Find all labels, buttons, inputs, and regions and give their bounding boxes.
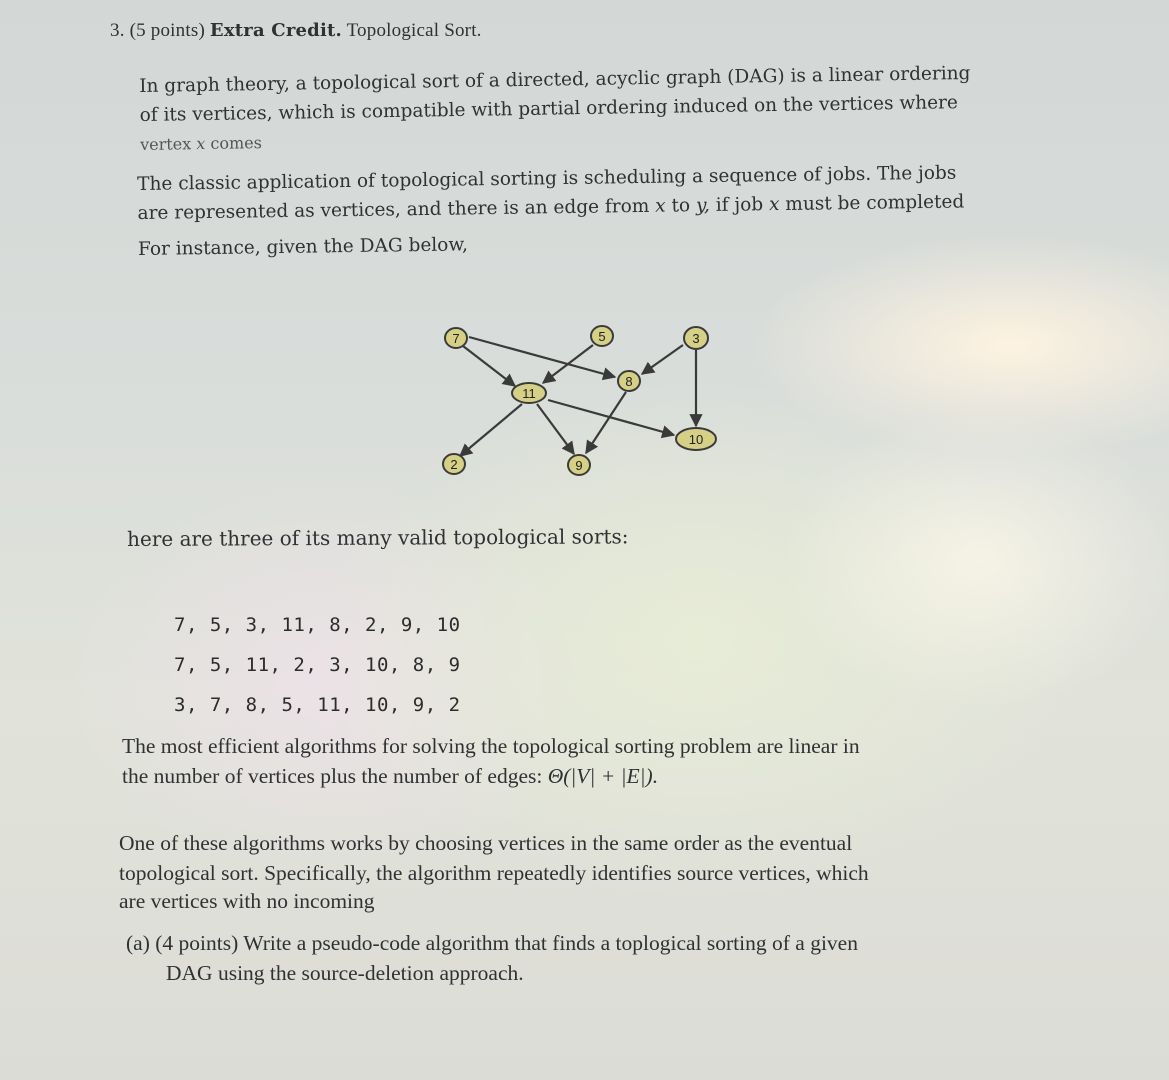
node-10: [676, 428, 716, 450]
svg-text:5: 5: [598, 329, 606, 344]
svg-text:10: 10: [688, 432, 704, 447]
part-a-line-1: Write a pseudo-code algorithm that finds a toplogical sorting of a given: [243, 931, 858, 955]
node-9: [568, 455, 590, 475]
sorts-intro: here are three of its many valid topological sorts:: [127, 524, 629, 551]
part-a: [126, 928, 858, 988]
application-line-3: For instance, given the DAG below,: [137, 234, 469, 260]
application-line-2: are represented as vertices, and there is an edge from x to y, if job x must be completed: [137, 191, 965, 224]
efficiency-line-2: the number of vertices plus the number of edges: Θ(|V| + |E|).: [122, 764, 659, 788]
intro-line-2: of its vertices, which is compatible with partial ordering induced on the vertices where: [139, 92, 959, 126]
efficiency-line-1: The most efficient algorithms for solving the topological sorting problem are linear in: [122, 734, 860, 758]
question-title: Topological Sort.: [346, 20, 482, 41]
edge-5-11: [543, 345, 593, 383]
svg-text:7: 7: [452, 331, 460, 346]
part-a-line-2: DAG using the source-deletion approach.: [166, 961, 524, 985]
sort-3: 3, 7, 8, 5, 11, 10, 9, 2: [174, 694, 461, 716]
node-8: [618, 371, 640, 391]
question-points: (5 points): [129, 20, 205, 41]
edge-3-8: [642, 345, 683, 374]
sorts-list: [174, 605, 461, 725]
question-title-bold: Extra Credit.: [209, 20, 342, 41]
sort-2: 7, 5, 11, 2, 3, 10, 8, 9: [174, 654, 461, 676]
svg-text:11: 11: [522, 386, 536, 401]
source-paragraph: [119, 828, 869, 914]
complexity-formula: Θ(|V| + |E|).: [547, 764, 659, 788]
svg-text:2: 2: [450, 457, 458, 472]
part-a-points: (4 points): [155, 931, 239, 955]
question-number: 3.: [110, 20, 125, 41]
application-line-1: The classic application of topological sorting is scheduling a sequence of jobs. The jobs: [137, 162, 957, 195]
edge-11-10: [548, 400, 674, 435]
source-line-3: are vertices with no incoming: [119, 889, 375, 913]
edge-11-9: [537, 404, 574, 454]
node-5: [591, 326, 613, 346]
edge-8-9: [586, 392, 626, 453]
svg-text:3: 3: [692, 331, 700, 346]
sort-1: 7, 5, 3, 11, 8, 2, 9, 10: [174, 614, 461, 636]
source-line-1: One of these algorithms works by choosing vertices in the same order as the eventual: [119, 831, 853, 855]
intro-line-3: vertex x comes: [139, 133, 263, 154]
intro-line-1: In graph theory, a topological sort of a directed, acyclic graph (DAG) is a linear ordering: [139, 62, 971, 97]
var-x: x: [196, 133, 206, 154]
part-a-label: (a): [126, 931, 150, 955]
node-11: [512, 383, 546, 403]
node-7: [445, 328, 467, 348]
edge-7-11: [463, 346, 515, 386]
efficiency-paragraph: [122, 731, 860, 791]
svg-text:8: 8: [625, 374, 633, 389]
node-3: [684, 327, 708, 349]
node-2: [443, 454, 465, 474]
source-line-2: topological sort. Specifically, the algorithm repeatedly identifies source vertices, which: [119, 861, 869, 885]
edge-11-2: [460, 404, 522, 456]
svg-text:9: 9: [575, 458, 583, 473]
